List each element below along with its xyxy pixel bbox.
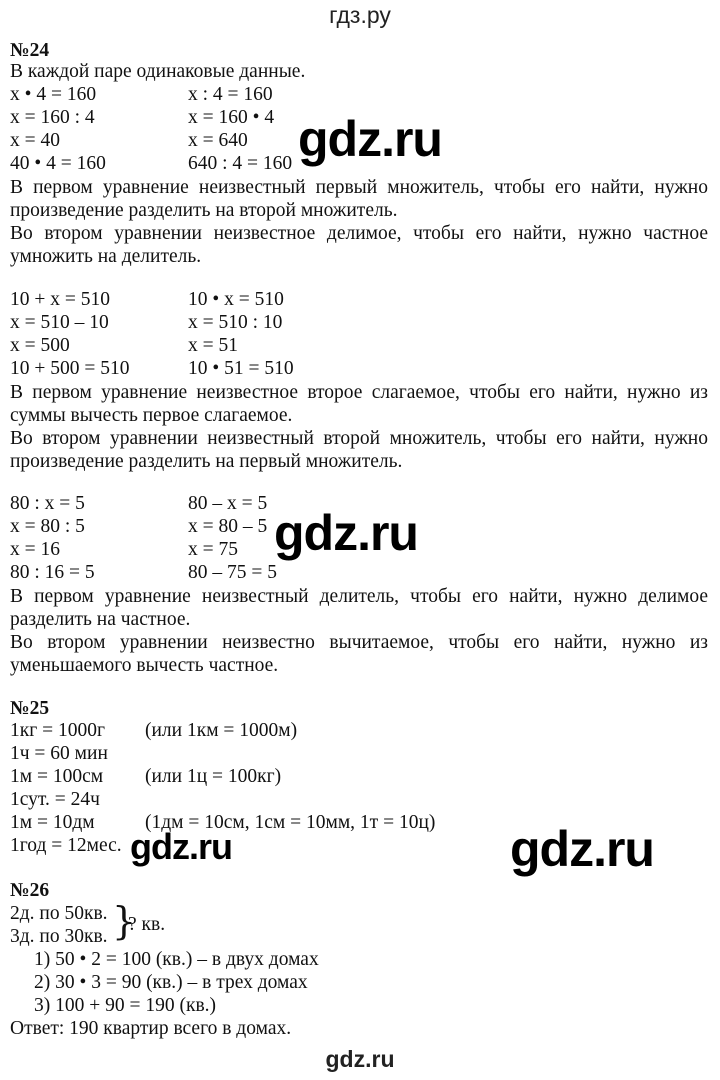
equation-line: x = 640 <box>188 130 248 151</box>
equation-line: 10 + x = 510 <box>10 289 110 310</box>
solution-step: 2) 30 • 3 = 90 (кв.) – в трех домах <box>34 972 308 993</box>
unit-conversion: 1м = 100см <box>10 766 104 787</box>
equation-line: x = 160 : 4 <box>10 107 95 128</box>
watermark: gdz.ru <box>510 821 654 877</box>
site-footer: gdz.ru <box>325 1046 395 1072</box>
equation-line: 80 : 16 = 5 <box>10 562 95 583</box>
site-header: гдз.ру <box>329 2 391 28</box>
explanation-paragraph: Во втором уравнении неизвестный второй множитель, чтобы его найти, нужно произведение разделить на первый множитель. <box>10 428 708 472</box>
explanation-paragraph: В первом уравнение неизвестное второе слагаемое, чтобы его найти, нужно из суммы вычесть первое слагаемое. <box>10 382 708 426</box>
equation-line: 10 • x = 510 <box>188 289 284 310</box>
equation-line: x = 51 <box>188 335 238 356</box>
brace-icon: } <box>112 899 137 943</box>
equation-line: x = 500 <box>10 335 70 356</box>
equation-line: 80 : x = 5 <box>10 493 85 514</box>
unit-conversion: 1сут. = 24ч <box>10 789 100 810</box>
unit-conversion-note: (1дм = 10см, 1см = 10мм, 1т = 10ц) <box>145 812 436 833</box>
given-line: 2д. по 50кв. <box>10 903 108 924</box>
equation-line: 80 – 75 = 5 <box>188 562 277 583</box>
solution-step: 1) 50 • 2 = 100 (кв.) – в двух домах <box>34 949 319 970</box>
equation-line: 10 + 500 = 510 <box>10 358 130 379</box>
equation-line: x = 160 • 4 <box>188 107 275 128</box>
task-24-title: №24 <box>10 40 50 61</box>
explanation-paragraph: Во втором уравнении неизвестное делимое, чтобы его найти, нужно частное умножить на делитель. <box>10 223 708 267</box>
unit-conversion: 1м = 10дм <box>10 812 95 833</box>
explanation-paragraph: В первом уравнение неизвестный делитель, чтобы его найти, нужно делимое разделить на частное. <box>10 586 708 630</box>
unit-conversion: 1год = 12мес. <box>10 835 122 856</box>
equation-line: 10 • 51 = 510 <box>188 358 294 379</box>
task-24-intro: В каждой паре одинаковые данные. <box>10 61 306 82</box>
equation-line: x = 75 <box>188 539 238 560</box>
unit-conversion: 1ч = 60 мин <box>10 743 108 764</box>
answer-line: Ответ: 190 квартир всего в домах. <box>10 1018 292 1039</box>
watermark: gdz.ru <box>298 111 442 167</box>
equation-line: x • 4 = 160 <box>10 84 97 105</box>
given-line: 3д. по 30кв. <box>10 926 108 947</box>
equation-line: x = 510 – 10 <box>10 312 109 333</box>
equation-line: x = 80 : 5 <box>10 516 85 537</box>
equation-line: x = 510 : 10 <box>188 312 283 333</box>
equation-line: x : 4 = 160 <box>188 84 273 105</box>
watermark: gdz.ru <box>130 826 232 867</box>
equation-line: 40 • 4 = 160 <box>10 153 106 174</box>
unit-conversion-note: (или 1ц = 100кг) <box>145 766 282 787</box>
equation-line: x = 16 <box>10 539 60 560</box>
equation-line: x = 40 <box>10 130 60 151</box>
task-25-title: №25 <box>10 698 50 719</box>
question-label: ? кв. <box>128 914 166 935</box>
explanation-paragraph: Во втором уравнении неизвестно вычитаемое, чтобы его найти, нужно из уменьшаемого вычесть частное. <box>10 632 708 676</box>
task-26-title: №26 <box>10 880 50 901</box>
equation-line: x = 80 – 5 <box>188 516 268 537</box>
equation-line: 640 : 4 = 160 <box>188 153 293 174</box>
watermark: gdz.ru <box>274 505 418 561</box>
unit-conversion-note: (или 1км = 1000м) <box>145 720 298 741</box>
explanation-paragraph: В первом уравнение неизвестный первый множитель, чтобы его найти, нужно произведение разделить на второй множитель. <box>10 177 708 221</box>
solution-step: 3) 100 + 90 = 190 (кв.) <box>34 995 217 1016</box>
equation-line: 80 – x = 5 <box>188 493 268 514</box>
unit-conversion: 1кг = 1000г <box>10 720 105 741</box>
